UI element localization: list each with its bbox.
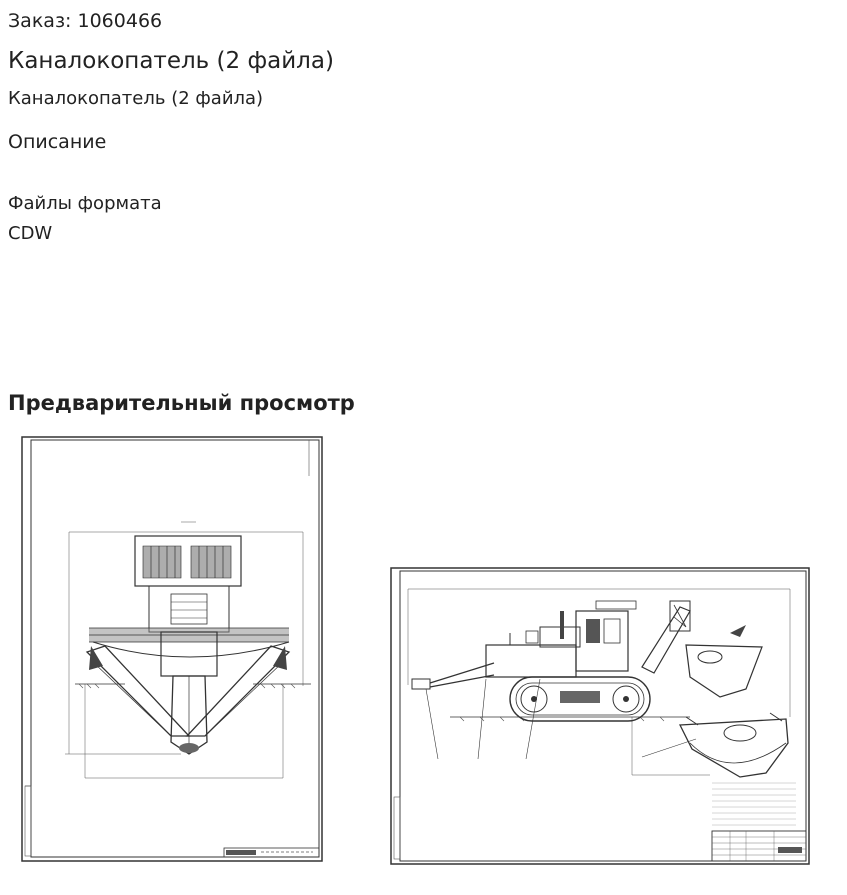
order-prefix: Заказ: bbox=[8, 10, 72, 32]
formats-label: Файлы формата bbox=[8, 193, 162, 214]
description-label: Описание bbox=[8, 131, 107, 153]
order-number bbox=[8, 10, 162, 32]
front-view-drawing bbox=[21, 436, 323, 862]
format-value: CDW bbox=[8, 223, 53, 244]
side-view-drawing bbox=[390, 567, 810, 865]
drawing-preview-1[interactable] bbox=[21, 436, 323, 862]
preview-heading: Предварительный просмотр bbox=[8, 391, 355, 415]
page-subtitle: Каналокопатель (2 файла) bbox=[8, 88, 264, 109]
order-value: 1060466 bbox=[77, 10, 163, 32]
page-title: Каналокопатель (2 файла) bbox=[8, 48, 334, 74]
drawing-preview-2[interactable] bbox=[390, 567, 810, 865]
